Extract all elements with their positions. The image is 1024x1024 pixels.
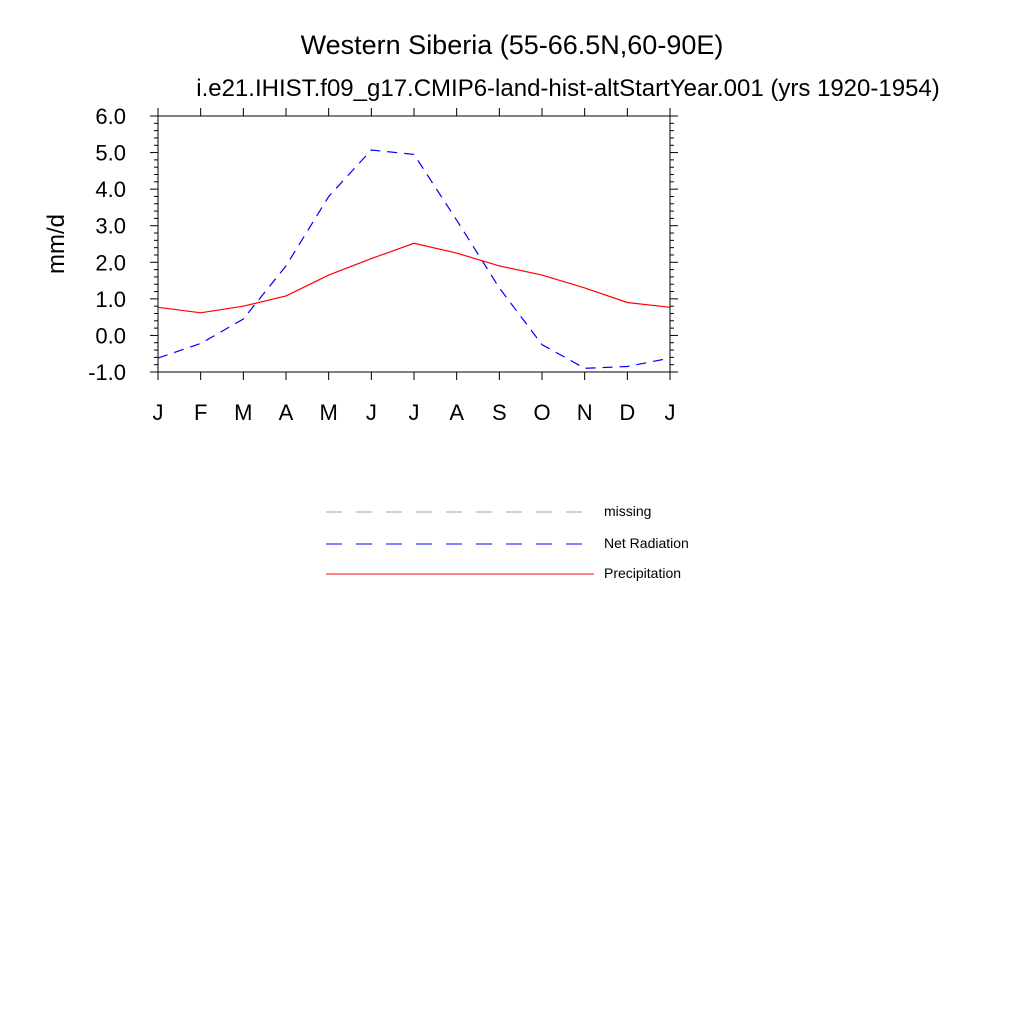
y-tick-label: 5.0 <box>95 140 126 166</box>
x-tick-label: O <box>533 400 551 425</box>
x-tick-label: M <box>319 400 338 425</box>
x-tick-label: N <box>576 400 593 425</box>
series-line-net-radiation <box>158 150 670 368</box>
x-tick-label: J <box>664 400 676 425</box>
x-tick-label: D <box>619 400 636 425</box>
legend-label: missing <box>604 503 652 519</box>
legend-label: Net Radiation <box>604 535 689 551</box>
y-tick-label: 0.0 <box>95 323 126 349</box>
x-tick-label: A <box>449 400 465 425</box>
x-tick-label: S <box>491 400 507 425</box>
series-line-precipitation <box>158 243 670 312</box>
x-tick-label: J <box>365 400 377 425</box>
series-lines <box>158 150 670 368</box>
y-tick-label: -1.0 <box>88 360 126 385</box>
x-tick-label: A <box>278 400 294 425</box>
y-axis-label: mm/d <box>43 214 70 274</box>
chart-subtitle: i.e21.IHIST.f09_g17.CMIP6-land-hist-altStartYear.001 (yrs 1920-1954) <box>196 75 940 102</box>
legend-label: Precipitation <box>604 565 682 581</box>
x-tick-label: J <box>152 400 164 425</box>
x-tick-label: M <box>234 400 253 425</box>
legend <box>326 503 689 581</box>
y-tick-label: 3.0 <box>95 213 126 239</box>
y-tick-label: 6.0 <box>95 104 126 129</box>
chart-title: Western Siberia (55-66.5N,60-90E) <box>300 30 724 60</box>
y-tick-label: 1.0 <box>95 286 126 312</box>
x-tick-label: J <box>408 400 420 425</box>
axis-ticks <box>88 104 678 425</box>
y-tick-label: 4.0 <box>95 177 126 203</box>
y-tick-label: 2.0 <box>95 250 126 276</box>
x-tick-label: F <box>193 400 208 425</box>
